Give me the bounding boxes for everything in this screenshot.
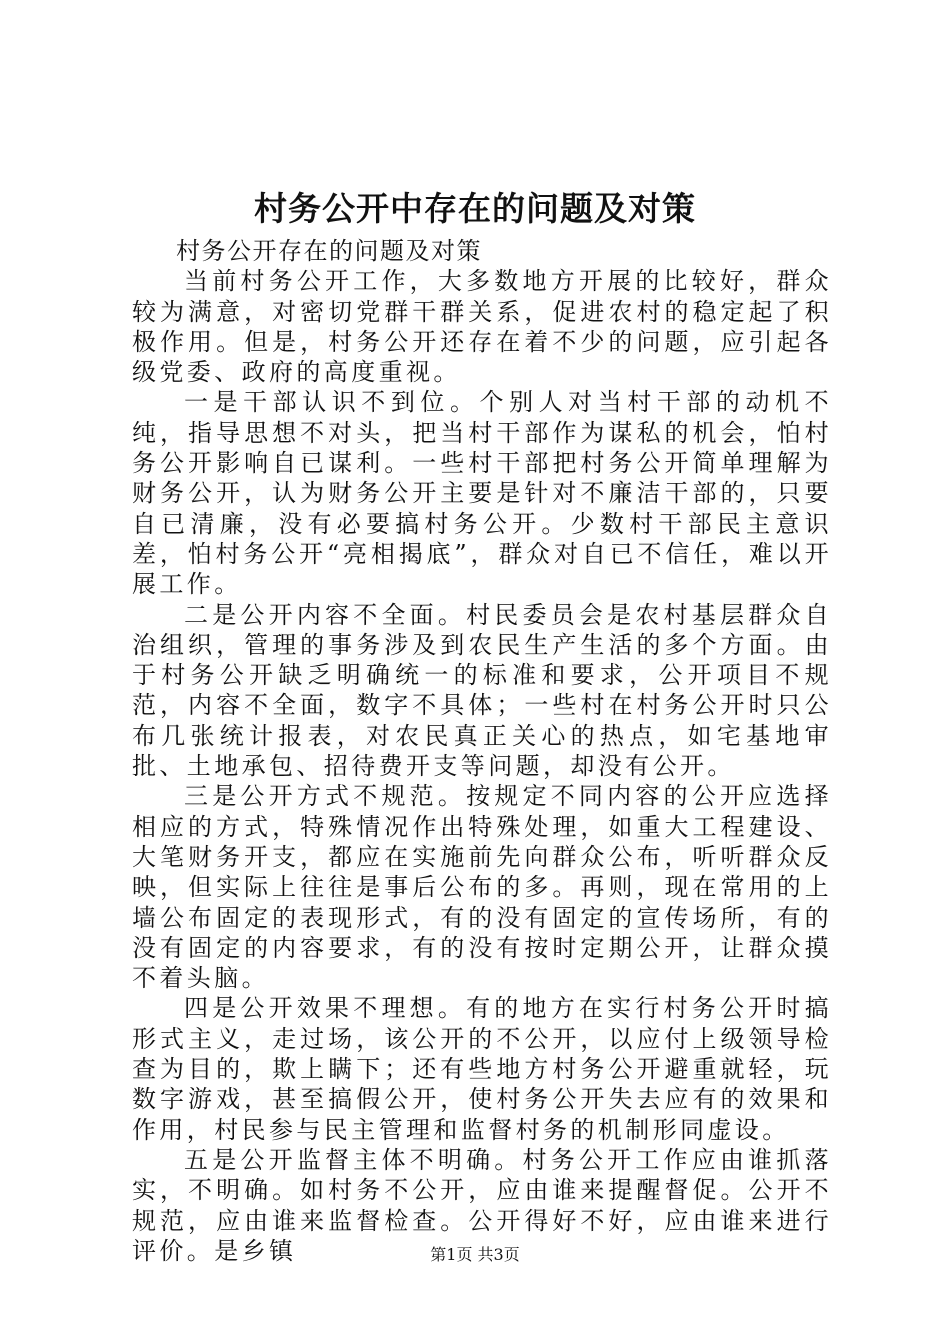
document-title: 村务公开中存在的问题及对策 <box>254 189 696 228</box>
paragraph-intro: 当前村务公开工作，大多数地方开展的比较好，群众较为满意，对密切党群干群关系，促进农村的稳定起了积极作用。但是，村务公开还存在着不少的问题，应引起各级党委、政府的高度重视。 <box>132 267 832 387</box>
paragraph-point-4: 四是公开效果不理想。有的地方在实行村务公开时搞形式主义，走过场，该公开的不公开，以应付上级领导检查为目的，欺上瞒下；还有些地方村务公开避重就轻，玩数字游戏，甚至搞假公开，使村务公开失去应有的效果和作用，村民参与民主管理和监督村务的机制形同虚设。 <box>132 994 832 1144</box>
paragraph-point-3: 三是公开方式不规范。按规定不同内容的公开应选择相应的方式，特殊情况作出特殊处理，如重大工程建设、大笔财务开支，都应在实施前先向群众公布，听听群众反映，但实际上往往是事后公布的多。再则，现在常用的上墙公布固定的表现形式，有的没有固定的宣传场所，有的没有固定的内容要求，有的没有按时定期公开，让群众摸不着头脑。 <box>132 782 832 993</box>
document-body <box>132 236 832 1266</box>
paragraph-point-1: 一是干部认识不到位。个别人对当村干部的动机不纯，指导思想不对头，把当村干部作为谋私的机会，怕村务公开影响自已谋利。一些村干部把村务公开简单理解为财务公开，认为财务公开主要是针对不廉洁干部的，只要自已清廉，没有必要搞村务公开。少数村干部民主意识差，怕村务公开“亮相揭底”，群众对自已不信任，难以开展工作。 <box>132 388 832 599</box>
document-subtitle: 村务公开存在的问题及对策 <box>176 237 482 265</box>
paragraph-point-5: 五是公开监督主体不明确。村务公开工作应由谁抓落实，不明确。如村务不公开，应由谁来提醒督促。公开不规范，应由谁来监督检查。公开得好不好，应由谁来进行评价。是乡镇 <box>132 1145 832 1265</box>
page-number-footer: 第1页 共3页 <box>430 1245 520 1264</box>
paragraph-point-2: 二是公开内容不全面。村民委员会是农村基层群众自治组织，管理的事务涉及到农民生产生活的多个方面。由于村务公开缺乏明确统一的标准和要求，公开项目不规范，内容不全面，数字不具体；一些村在村务公开时只公布几张统计报表，对农民真正关心的热点，如宅基地审批、土地承包、招待费开支等问题，却没有公开。 <box>132 600 832 781</box>
